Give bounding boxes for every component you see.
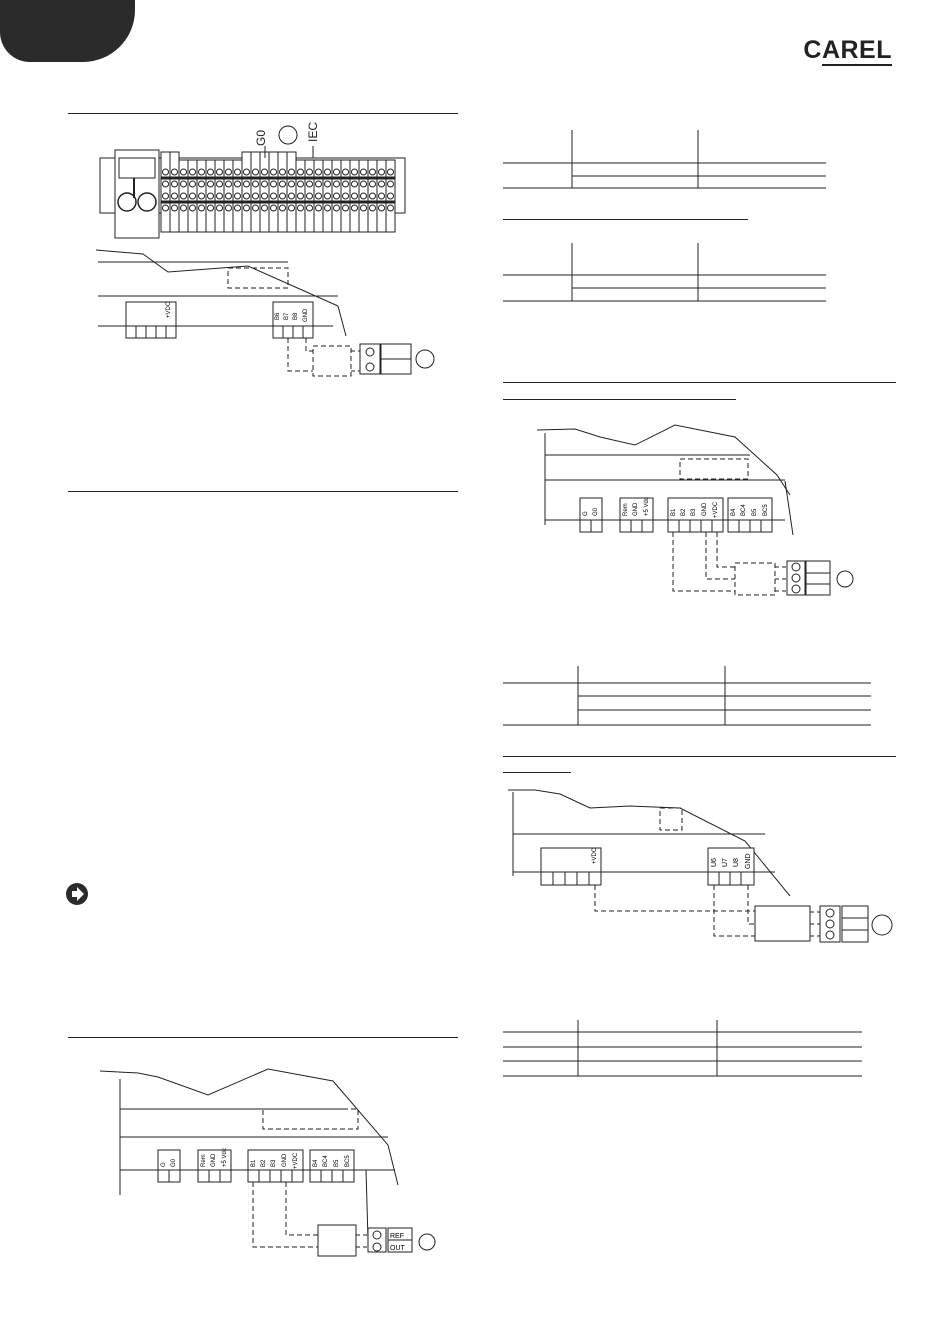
terminal-screw bbox=[208, 169, 214, 175]
terminal-screw bbox=[253, 169, 259, 175]
terminal-screw bbox=[298, 193, 304, 199]
terminal-screw bbox=[199, 193, 205, 199]
terminal-screw bbox=[316, 205, 322, 211]
terminal-screw bbox=[217, 181, 223, 187]
parameter-table-4 bbox=[500, 1020, 866, 1080]
terminal-screw bbox=[343, 193, 349, 199]
terminal-screw bbox=[280, 169, 286, 175]
terminal-screw bbox=[253, 181, 259, 187]
terminal-screw bbox=[343, 181, 349, 187]
carel-logo-underline bbox=[822, 64, 892, 66]
parameter-table-1 bbox=[500, 130, 830, 195]
terminal-screw bbox=[370, 205, 376, 211]
b8-label: B8 bbox=[293, 312, 299, 320]
vdc-label: +VDC bbox=[592, 847, 598, 864]
terminal-screw bbox=[226, 205, 232, 211]
iec-label: IEC bbox=[306, 121, 320, 142]
gnd-label: GND bbox=[745, 853, 752, 869]
section-rule bbox=[503, 772, 571, 773]
terminal-slice bbox=[260, 152, 269, 232]
terminal-screw bbox=[298, 181, 304, 187]
parameter-table-2 bbox=[500, 243, 830, 308]
terminal-screw bbox=[199, 169, 205, 175]
terminal-screw bbox=[190, 181, 196, 187]
terminal-screw bbox=[316, 181, 322, 187]
terminal-screw bbox=[163, 193, 169, 199]
terminal-screw bbox=[289, 169, 295, 175]
terminal-screw bbox=[289, 193, 295, 199]
terminal-screw bbox=[235, 193, 241, 199]
g0-term-label: G0 bbox=[593, 507, 599, 516]
terminal-screw bbox=[334, 181, 340, 187]
terminal-screw bbox=[370, 193, 376, 199]
controller-b1-diagram bbox=[98, 1065, 458, 1265]
b3-label: B3 bbox=[271, 1159, 277, 1167]
rem-gnd-label: GND bbox=[633, 502, 639, 516]
terminal-screw bbox=[271, 205, 277, 211]
terminal-screw bbox=[190, 205, 196, 211]
terminal-screw bbox=[352, 181, 358, 187]
terminal-screw bbox=[388, 181, 394, 187]
terminal-screw bbox=[271, 193, 277, 199]
terminal-screw bbox=[289, 205, 295, 211]
terminal-screw bbox=[163, 169, 169, 175]
terminal-screw bbox=[244, 181, 250, 187]
terminal-screw bbox=[172, 169, 178, 175]
terminal-screw bbox=[334, 169, 340, 175]
terminal-screw bbox=[280, 193, 286, 199]
section-rule bbox=[68, 491, 458, 492]
terminal-screw bbox=[253, 205, 259, 211]
terminal-slice bbox=[242, 152, 251, 232]
terminal-screw bbox=[262, 169, 268, 175]
terminal-screw bbox=[316, 193, 322, 199]
terminal-screw bbox=[226, 169, 232, 175]
u7-label: U7 bbox=[722, 858, 729, 867]
terminal-screw bbox=[190, 193, 196, 199]
u8-label: U8 bbox=[733, 858, 740, 867]
g0-term-label: G0 bbox=[171, 1158, 177, 1167]
rem-5vdc-label: +5 Vdc bbox=[222, 1148, 228, 1167]
terminal-screw bbox=[352, 193, 358, 199]
terminal-screw bbox=[379, 181, 385, 187]
controller-b1-b3-diagram bbox=[535, 415, 900, 605]
rem-5vdc-label: +5 Vdc bbox=[644, 497, 650, 516]
terminal-screw bbox=[361, 181, 367, 187]
terminal-screw bbox=[208, 205, 214, 211]
terminal-screw bbox=[163, 181, 169, 187]
terminal-screw bbox=[307, 169, 313, 175]
terminal-screw bbox=[208, 193, 214, 199]
bc5-label: BC5 bbox=[345, 1155, 351, 1167]
terminal-slice bbox=[269, 152, 278, 232]
terminal-slice bbox=[251, 152, 260, 232]
terminal-slice bbox=[170, 152, 179, 232]
terminal-screw bbox=[361, 169, 367, 175]
terminal-screw bbox=[307, 193, 313, 199]
b2-label: B2 bbox=[681, 508, 687, 516]
terminal-screw bbox=[307, 181, 313, 187]
terminal-screw bbox=[298, 205, 304, 211]
terminal-screw bbox=[208, 181, 214, 187]
g-label: G bbox=[583, 511, 589, 516]
b1-label: B1 bbox=[671, 508, 677, 516]
terminal-screw bbox=[343, 205, 349, 211]
terminal-screw bbox=[379, 205, 385, 211]
section-rule bbox=[68, 113, 458, 114]
terminal-screw bbox=[244, 193, 250, 199]
b1-label: B1 bbox=[251, 1159, 257, 1167]
terminal-screw bbox=[181, 193, 187, 199]
vdc-label: +VDC bbox=[293, 1152, 299, 1169]
section-rule bbox=[503, 756, 896, 757]
b3-label: B3 bbox=[691, 508, 697, 516]
terminal-screw bbox=[388, 205, 394, 211]
vdc-label: +VDC bbox=[713, 501, 719, 518]
terminal-screw bbox=[352, 169, 358, 175]
section-rule bbox=[503, 382, 896, 383]
b2-label: B2 bbox=[261, 1159, 267, 1167]
terminal-screw bbox=[298, 169, 304, 175]
b4-label: B4 bbox=[313, 1159, 319, 1167]
g-label: G bbox=[161, 1162, 167, 1167]
terminal-screw bbox=[352, 205, 358, 211]
terminal-screw bbox=[181, 169, 187, 175]
terminal-screw bbox=[172, 181, 178, 187]
rem-gnd-label: GND bbox=[211, 1153, 217, 1167]
terminal-slice bbox=[278, 152, 287, 232]
bc4-label: BC4 bbox=[323, 1155, 329, 1167]
terminal-screw bbox=[217, 205, 223, 211]
parameter-table-3 bbox=[500, 666, 875, 728]
vdc-label: +VDC bbox=[166, 301, 172, 318]
terminal-screw bbox=[325, 169, 331, 175]
gnd-label: GND bbox=[282, 1153, 288, 1167]
terminal-screw bbox=[370, 169, 376, 175]
terminal-screw bbox=[235, 169, 241, 175]
bc5-label: BC5 bbox=[763, 504, 769, 516]
g0-label: G0 bbox=[254, 129, 268, 146]
terminal-screw bbox=[343, 169, 349, 175]
terminal-screw bbox=[325, 193, 331, 199]
terminal-screw bbox=[199, 181, 205, 187]
terminal-screw bbox=[244, 169, 250, 175]
terminal-screw bbox=[361, 193, 367, 199]
terminal-screw bbox=[199, 205, 205, 211]
terminal-screw bbox=[181, 205, 187, 211]
terminal-screw bbox=[334, 205, 340, 211]
terminal-screw bbox=[262, 181, 268, 187]
terminal-block-diagram bbox=[95, 120, 415, 245]
terminal-screw bbox=[370, 181, 376, 187]
b5-label: B5 bbox=[334, 1159, 340, 1167]
rem-label: Rem bbox=[623, 503, 629, 516]
gnd-label: GND bbox=[702, 502, 708, 516]
terminal-screw bbox=[280, 181, 286, 187]
terminal-screw bbox=[217, 193, 223, 199]
out-label: OUT bbox=[390, 1245, 405, 1252]
terminal-screw bbox=[181, 181, 187, 187]
terminal-screw bbox=[235, 205, 241, 211]
u6-label: U6 bbox=[711, 858, 718, 867]
b7-label: B7 bbox=[284, 312, 290, 320]
terminal-screw bbox=[235, 181, 241, 187]
gnd-label: GND bbox=[303, 308, 309, 322]
section-rule bbox=[68, 1037, 458, 1038]
section-rule bbox=[503, 219, 748, 220]
terminal-screw bbox=[289, 181, 295, 187]
terminal-screw bbox=[379, 193, 385, 199]
corner-tab bbox=[0, 0, 135, 62]
terminal-screw bbox=[172, 205, 178, 211]
b6-label: B6 bbox=[275, 312, 281, 320]
b4-label: B4 bbox=[731, 508, 737, 516]
terminal-screw bbox=[217, 169, 223, 175]
note-arrow-icon bbox=[66, 883, 88, 905]
section-rule bbox=[503, 399, 736, 400]
terminal-screw bbox=[226, 193, 232, 199]
terminal-screw bbox=[190, 169, 196, 175]
terminal-screw bbox=[226, 181, 232, 187]
terminal-slice bbox=[161, 152, 170, 232]
terminal-screw bbox=[253, 193, 259, 199]
controller-b6-b8-diagram bbox=[88, 246, 448, 381]
terminal-screw bbox=[280, 205, 286, 211]
b5-label: B5 bbox=[752, 508, 758, 516]
terminal-screw bbox=[379, 169, 385, 175]
terminal-slice bbox=[287, 152, 296, 232]
terminal-screw bbox=[271, 169, 277, 175]
rem-label: Rem bbox=[201, 1154, 207, 1167]
terminal-screw bbox=[388, 169, 394, 175]
terminal-screw bbox=[361, 205, 367, 211]
terminal-screw bbox=[262, 193, 268, 199]
terminal-screw bbox=[307, 205, 313, 211]
terminal-screw bbox=[262, 205, 268, 211]
terminal-screw bbox=[244, 205, 250, 211]
terminal-screw bbox=[325, 181, 331, 187]
terminal-screw bbox=[325, 205, 331, 211]
terminal-screw bbox=[334, 193, 340, 199]
bc4-label: BC4 bbox=[741, 504, 747, 516]
terminal-screw bbox=[172, 193, 178, 199]
terminal-screw bbox=[163, 205, 169, 211]
controller-u6-u8-diagram bbox=[505, 786, 900, 946]
terminal-screw bbox=[271, 181, 277, 187]
terminal-screw bbox=[388, 193, 394, 199]
terminal-screw bbox=[316, 169, 322, 175]
carel-logo: CAREL bbox=[803, 36, 892, 64]
ref-label: REF bbox=[390, 1233, 404, 1240]
